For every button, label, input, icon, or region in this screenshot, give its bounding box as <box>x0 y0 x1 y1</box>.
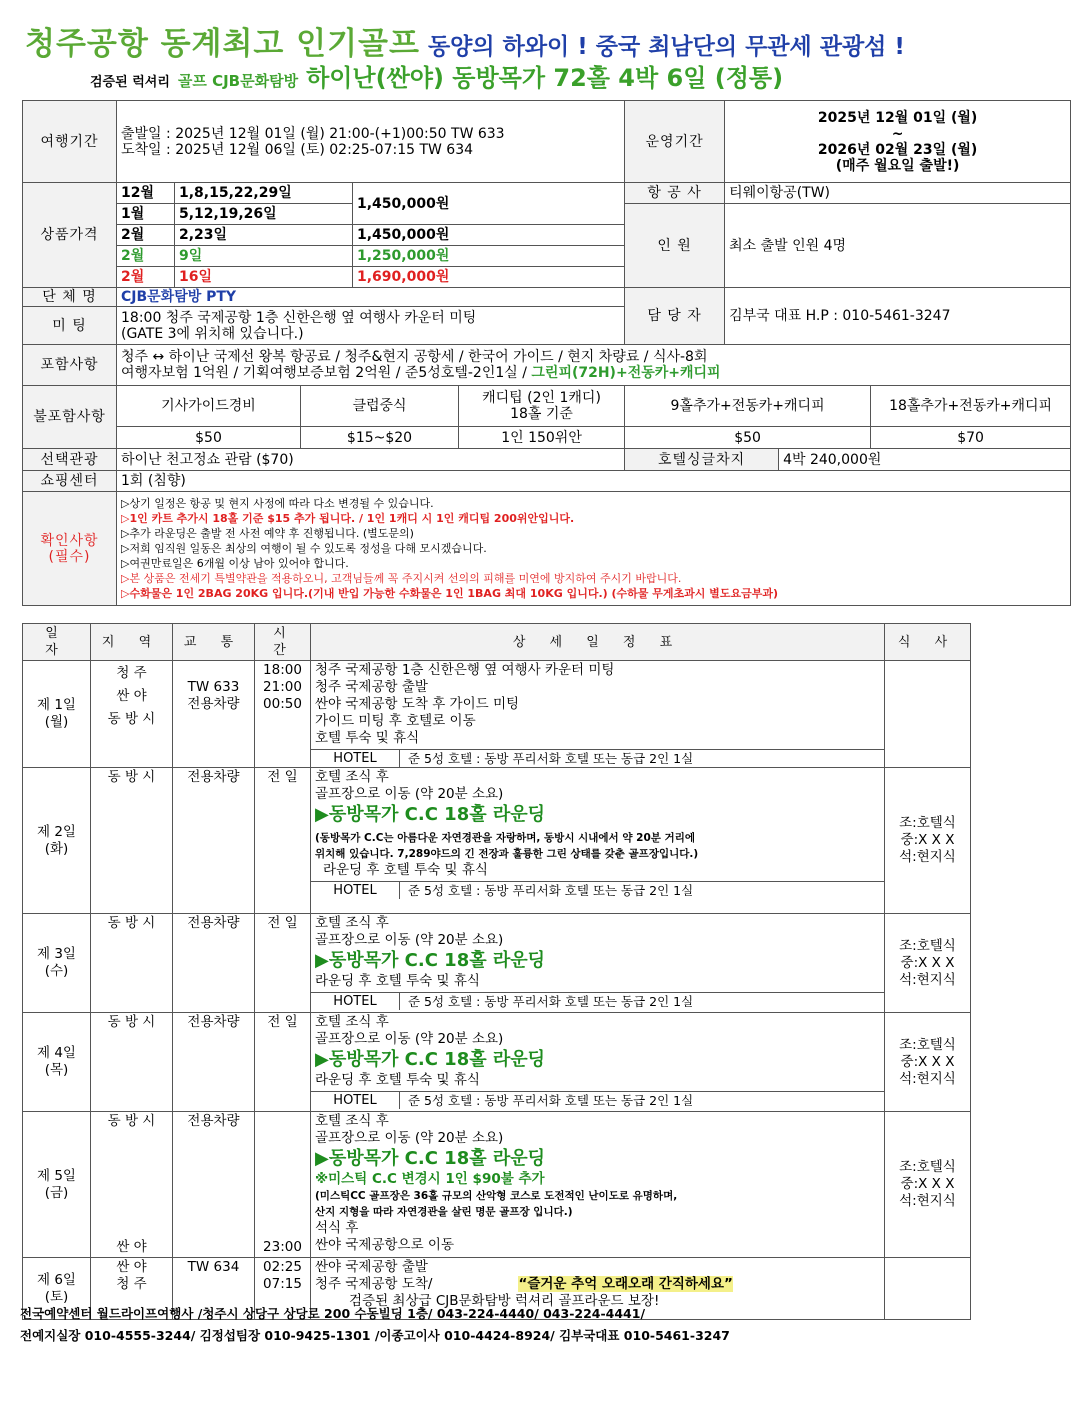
exclude-item-value: $50 <box>625 427 871 449</box>
exclude-item-value: $70 <box>871 427 1071 449</box>
schedule-line: 청주 국제공항 1층 신한은행 옆 여행사 카운터 미팅 <box>315 662 615 678</box>
day-cell <box>23 1112 91 1258</box>
meal: 석:현지식 <box>899 849 956 865</box>
operation-cell <box>725 101 1071 183</box>
schedule-line: 골프장으로 이동 (약 20분 소요) <box>315 1031 504 1047</box>
schedule-line: 싼야 국제공항으로 이동 <box>315 1237 454 1253</box>
hotel-row <box>311 881 884 899</box>
schedule-detail <box>311 661 885 768</box>
include-line-1: 청주 ↔ 하이난 국제선 왕복 항공료 / 청주&현지 공항세 / 한국어 가이드 / 현지 차량료 / 식사-8회 <box>121 349 708 365</box>
hotel-label: HOTEL <box>311 750 400 767</box>
include-line-2a: 여행자보험 1억원 / 기획여행보증보험 2억원 / 준5성호텔-2인1실 / <box>121 365 532 381</box>
transport: 전용차량 <box>173 914 255 1013</box>
title-line-1 <box>25 18 975 63</box>
meeting-line-1: 18:00 청주 국제공항 1층 신한은행 옆 여행사 카운터 미팅 <box>121 309 477 326</box>
day-dow: (월) <box>44 714 69 730</box>
price-amount: 1,450,000원 <box>353 183 625 225</box>
schedule-header: 시 간 <box>255 624 311 661</box>
schedule-line: 골프장으로 이동 (약 20분 소요) <box>315 1130 504 1146</box>
schedule-line: 호텔 조식 후 <box>315 1113 389 1129</box>
meal: 중:X X X <box>900 832 955 848</box>
airline-value: 티웨이항공(TW) <box>725 183 1071 204</box>
confirm-label-cell <box>23 492 117 606</box>
schedule-detail <box>311 1112 885 1258</box>
title-blue: 동양의 하와이 ! 중국 최남단의 무관세 관광섬 ! <box>427 34 905 60</box>
exclude-item-name: 클럽중식 <box>301 386 459 427</box>
time: 02:25 <box>263 1259 302 1275</box>
operation-note: (매주 월요일 출발!) <box>835 157 960 174</box>
period-cell <box>117 101 625 183</box>
time: 18:00 <box>263 662 302 678</box>
time: 07:15 <box>263 1276 302 1292</box>
day-dow: (화) <box>44 840 69 857</box>
subtitle-mid: 골프 CJB문화탐방 <box>177 72 299 90</box>
day-label: 제 5일 <box>37 1167 76 1184</box>
schedule-detail <box>311 914 885 1013</box>
title-green: 청주공항 동계최고 인기골프 <box>25 26 420 62</box>
meal: 조:호텔식 <box>899 1036 956 1053</box>
day-cell <box>23 768 91 914</box>
people-label: 인 원 <box>625 204 725 288</box>
area: 청 주 <box>116 665 147 681</box>
schedule-line: 싼야 국제공항 출발 <box>315 1259 428 1275</box>
period-label: 여행기간 <box>23 101 117 183</box>
price-amount: 1,450,000원 <box>353 225 625 246</box>
time: 전 일 <box>255 1013 311 1112</box>
subtitle-prefix: 검증된 럭셔리 <box>90 75 170 90</box>
meal: 중:X X X <box>900 1176 955 1192</box>
confirm-notes <box>117 492 1071 606</box>
time: 21:00 <box>263 679 302 695</box>
meeting-line-2: (GATE 3에 위치해 있습니다.) <box>121 325 304 342</box>
meal: 석:현지식 <box>899 1070 956 1087</box>
day-dow: (금) <box>44 1184 69 1201</box>
price-month: 2월 <box>117 267 175 288</box>
area: 동 방 시 <box>91 914 173 1013</box>
meal-cell <box>885 1013 971 1112</box>
day-dow: (토) <box>44 1288 69 1305</box>
transport: 전용차량 <box>187 696 240 712</box>
single-value: 4박 240,000원 <box>779 449 1071 471</box>
meal-cell <box>885 914 971 1013</box>
golf-desc: 위치해 있습니다. 7,289야드의 긴 전장과 훌륭한 그린 상태를 갖춘 골프장입니다.) <box>315 848 699 860</box>
schedule-header: 지 역 <box>91 624 173 661</box>
transport: 전용차량 <box>173 1112 255 1258</box>
meal: 조:호텔식 <box>899 937 956 954</box>
day-label: 제 6일 <box>37 1271 76 1288</box>
day-label: 제 2일 <box>37 823 76 840</box>
golf-note: ※미스틱 C.C 변경시 1인 $90불 추가 <box>315 1171 545 1187</box>
price-amount: 1,250,000원 <box>353 246 625 267</box>
transport: 전용차량 <box>173 1013 255 1112</box>
area: 동 방 시 <box>107 1113 156 1129</box>
golf-round: ▶동방목가 C.C 18홀 라운딩 <box>315 804 546 825</box>
price-days: 1,8,15,22,29일 <box>175 183 353 204</box>
shop-value: 1회 (침향) <box>117 471 1071 492</box>
area-cell <box>91 1112 173 1258</box>
hotel-value: 준 5성 호텔 : 동방 푸리서화 호텔 또는 동급 2인 1실 <box>408 883 694 898</box>
day-dow: (목) <box>44 1062 69 1078</box>
day-dow: (수) <box>44 963 69 979</box>
hotel-row <box>311 749 884 767</box>
operation-tilde: ~ <box>891 125 904 142</box>
people-value: 최소 출발 인원 4명 <box>725 204 1071 288</box>
confirm-sub: (필수) <box>48 548 91 565</box>
include-line-2 <box>121 365 1066 381</box>
meeting-label: 미 팅 <box>23 307 117 345</box>
area: 동 방 시 <box>91 1013 173 1112</box>
price-days: 9일 <box>175 246 353 267</box>
schedule-detail <box>311 1013 885 1112</box>
confirm-note: ▷저희 임직원 일동은 최상의 여행이 될 수 있도록 정성을 다해 모시겠습니다. <box>121 542 487 555</box>
operation-start: 2025년 12월 01일 (월) <box>817 109 978 126</box>
hotel-value: 준 5성 호텔 : 동방 푸리서화 호텔 또는 동급 2인 1실 <box>408 1093 694 1108</box>
golf-desc: (동방목가 C.C는 아름다운 자연경관을 자랑하며, 동방시 시내에서 약 20분 거리에 <box>315 832 695 844</box>
exclude-item-name: 9홀추가+전동카+캐디피 <box>625 386 871 427</box>
schedule-line: 청주 국제공항 출발 <box>315 679 428 695</box>
price-days: 5,12,19,26일 <box>175 204 353 225</box>
schedule-line: 호텔 조식 후 <box>315 1014 389 1030</box>
day-cell <box>23 661 91 768</box>
schedule-row-day-3 <box>23 914 971 1013</box>
schedule-row-day-1 <box>23 661 971 768</box>
day-label: 제 1일 <box>37 697 76 713</box>
schedule-line: 골프장으로 이동 (약 20분 소요) <box>315 932 504 948</box>
meal: 중:X X X <box>900 1053 955 1070</box>
manager-value: 김부국 대표 H.P : 010-5461-3247 <box>725 288 1071 345</box>
golf-round: ▶동방목가 C.C 18홀 라운딩 <box>315 950 546 971</box>
area: 싼 야 <box>116 1259 147 1275</box>
schedule-table <box>22 623 971 1320</box>
schedule-line: 싼야 국제공항 도착 후 가이드 미팅 <box>315 696 520 712</box>
exclude-item-name: 기사가이드경비 <box>117 386 301 427</box>
hotel-value: 준 5성 호텔 : 동방 푸리서화 호텔 또는 동급 2인 1실 <box>408 751 694 766</box>
schedule-header: 상 세 일 정 표 <box>311 624 885 661</box>
option-value: 하이난 천고정쇼 관람 ($70) <box>117 449 625 471</box>
include-label: 포함사항 <box>23 345 117 386</box>
shop-label: 쇼핑센터 <box>23 471 117 492</box>
schedule-line: 검증된 최상급 CJB문화탐방 럭셔리 골프라운드 보장! <box>349 1293 660 1309</box>
area: 싼 야 <box>116 1239 147 1255</box>
golf-desc: 산지 지형을 따라 자연경관을 살린 명문 골프장 입니다.) <box>315 1206 573 1218</box>
schedule-row-day-5 <box>23 1112 971 1258</box>
price-days: 2,23일 <box>175 225 353 246</box>
meal: 석:현지식 <box>899 1193 956 1209</box>
area: 동 방 시 <box>107 711 156 727</box>
golf-round: ▶동방목가 C.C 18홀 라운딩 <box>315 1148 546 1169</box>
schedule-line: 라운딩 후 호텔 투숙 및 휴식 <box>315 973 480 989</box>
exclude-item-value: 1인 150위안 <box>459 427 625 449</box>
area: 청 주 <box>116 1276 147 1292</box>
meal-cell <box>885 768 971 914</box>
hotel-label: HOTEL <box>311 882 400 899</box>
period-depart: 출발일 : 2025년 12월 01일 (월) 21:00-(+1)00:50 TW 633 <box>121 125 505 142</box>
exclude-label: 불포함사항 <box>23 386 117 449</box>
confirm-label: 확인사항 <box>40 532 99 549</box>
transport: TW 633 <box>187 679 240 695</box>
exclude-item-name-2: 18홀 기준 <box>510 406 573 422</box>
operation-label: 운영기간 <box>625 101 725 183</box>
price-month: 2월 <box>117 246 175 267</box>
hotel-label: HOTEL <box>311 1092 400 1109</box>
day-cell <box>23 1013 91 1112</box>
area: 동 방 시 <box>91 768 173 914</box>
area-cell <box>91 661 173 768</box>
meal: 조:호텔식 <box>899 1159 956 1175</box>
hotel-row <box>311 992 884 1010</box>
confirm-note: ▷수화물은 1인 2BAG 20KG 입니다.(기내 반입 가능한 수화물은 1인 1BAG 최대 10KG 입니다.) (수하물 무게초과시 별도요금부과) <box>121 587 778 600</box>
transport: 전용차량 <box>173 768 255 914</box>
single-label: 호텔싱글차지 <box>625 449 779 471</box>
meal-cell <box>885 1258 971 1320</box>
footer-line-2: 전예지실장 010-4555-3244/ 김정섭팀장 010-9425-1301 /이종고이사 010-4424-8924/ 김부국대표 010-5461-3247 <box>20 1328 730 1343</box>
airline-label: 항 공 사 <box>625 183 725 204</box>
schedule-line-2 <box>315 1276 880 1293</box>
time: 전 일 <box>255 914 311 1013</box>
include-cell <box>117 345 1071 386</box>
golf-desc: (미스틱CC 골프장은 36홀 규모의 산악형 코스로 도전적인 난이도로 유명하며, <box>315 1190 678 1202</box>
confirm-note: ▷본 상품은 전세기 특별약관을 적용하오니, 고객님들께 꼭 주지시켜 선의의 피해를 미연에 방지하여 주시기 바랍니다. <box>121 572 682 585</box>
time-cell <box>255 1112 311 1258</box>
price-month: 12월 <box>117 183 175 204</box>
schedule-line: 호텔 투숙 및 휴식 <box>315 730 420 746</box>
operation-end: 2026년 02월 23일 (월) <box>817 141 978 158</box>
exclude-item-value: $50 <box>117 427 301 449</box>
title-line-2 <box>90 58 970 93</box>
day-cell <box>23 914 91 1013</box>
area: 싼 야 <box>116 688 147 704</box>
price-month: 1월 <box>117 204 175 225</box>
schedule-row-day-2 <box>23 768 971 914</box>
transport: TW 634 <box>173 1258 255 1320</box>
time: 00:50 <box>263 696 302 712</box>
schedule-line: 석식 후 <box>315 1220 359 1236</box>
schedule-line: 가이드 미팅 후 호텔로 이동 <box>315 713 476 729</box>
schedule-line: 골프장으로 이동 (약 20분 소요) <box>315 786 504 802</box>
price-month: 2월 <box>117 225 175 246</box>
option-label: 선택관광 <box>23 449 117 471</box>
transport-cell <box>173 661 255 768</box>
hotel-value: 준 5성 호텔 : 동방 푸리서화 호텔 또는 동급 2인 1실 <box>408 994 694 1009</box>
price-amount: 1,690,000원 <box>353 267 625 288</box>
schedule-line: 호텔 조식 후 <box>315 769 389 785</box>
hotel-row <box>311 1091 884 1109</box>
schedule-line: 라운딩 후 호텔 투숙 및 휴식 <box>323 862 488 878</box>
time: 전 일 <box>255 768 311 914</box>
day-label: 제 4일 <box>37 1045 76 1061</box>
exclude-item-name: 캐디팁 (2인 1캐디) <box>482 390 601 406</box>
exclude-item-value: $15~$20 <box>301 427 459 449</box>
schedule-header: 식 사 <box>885 624 971 661</box>
hotel-label: HOTEL <box>311 993 400 1010</box>
meal-cell <box>885 661 971 768</box>
meal: 조:호텔식 <box>899 815 956 831</box>
time: 23:00 <box>263 1239 302 1255</box>
schedule-header: 일 자 <box>23 624 91 661</box>
meal-cell <box>885 1112 971 1258</box>
schedule-header: 교 통 <box>173 624 255 661</box>
golf-round: ▶동방목가 C.C 18홀 라운딩 <box>315 1049 546 1070</box>
group-label: 단 체 명 <box>23 288 117 307</box>
price-label: 상품가격 <box>23 183 117 288</box>
time-cell <box>255 661 311 768</box>
schedule-detail <box>311 768 885 914</box>
confirm-note: ▷상기 일정은 항공 및 현지 사정에 따라 다소 변경될 수 있습니다. <box>121 497 434 510</box>
info-table <box>22 100 1071 606</box>
manager-label: 담 당 자 <box>625 288 725 345</box>
slogan: “즐거운 추억 오래오래 간직하세요” <box>518 1276 733 1292</box>
day-label: 제 3일 <box>37 946 76 962</box>
confirm-note: ▷1인 카트 추가시 18홀 기준 $15 추가 됩니다. / 1인 1캐디 시 1인 캐디팁 200위안입니다. <box>121 512 575 525</box>
subtitle-main: 하이난(싼야) 동방목가 72홀 4박 6일 (정통) <box>306 64 784 92</box>
schedule-line: 라운딩 후 호텔 투숙 및 휴식 <box>315 1072 480 1088</box>
price-days: 16일 <box>175 267 353 288</box>
include-line-2b: 그린피(72H)+전동카+캐디피 <box>531 365 721 381</box>
confirm-note: ▷추가 라운딩은 출발 전 사전 예약 후 진행됩니다. (별도문의) <box>121 527 414 540</box>
meeting-cell <box>117 307 625 345</box>
group-value: CJB문화탐방 PTY <box>117 288 625 307</box>
exclude-item-name: 18홀추가+전동카+캐디피 <box>871 386 1071 427</box>
footer-line-1: 전국예약센터 월드라이프여행사 /청주시 상당구 상당로 200 수동빌딩 1층/ 043-224-4440/ 043-224-4441/ <box>20 1306 646 1321</box>
meal: 중:X X X <box>900 954 955 971</box>
schedule-row-day-4 <box>23 1013 971 1112</box>
period-arrive: 도착일 : 2025년 12월 06일 (토) 02:25-07:15 TW 634 <box>121 141 474 158</box>
meal: 석:현지식 <box>899 971 956 988</box>
schedule-line: 호텔 조식 후 <box>315 915 389 931</box>
exclude-item-name-cell <box>459 386 625 427</box>
confirm-note: ▷여권만료일은 6개월 이상 남아 있어야 합니다. <box>121 557 349 570</box>
schedule-line: 청주 국제공항 도착/ <box>315 1276 433 1292</box>
